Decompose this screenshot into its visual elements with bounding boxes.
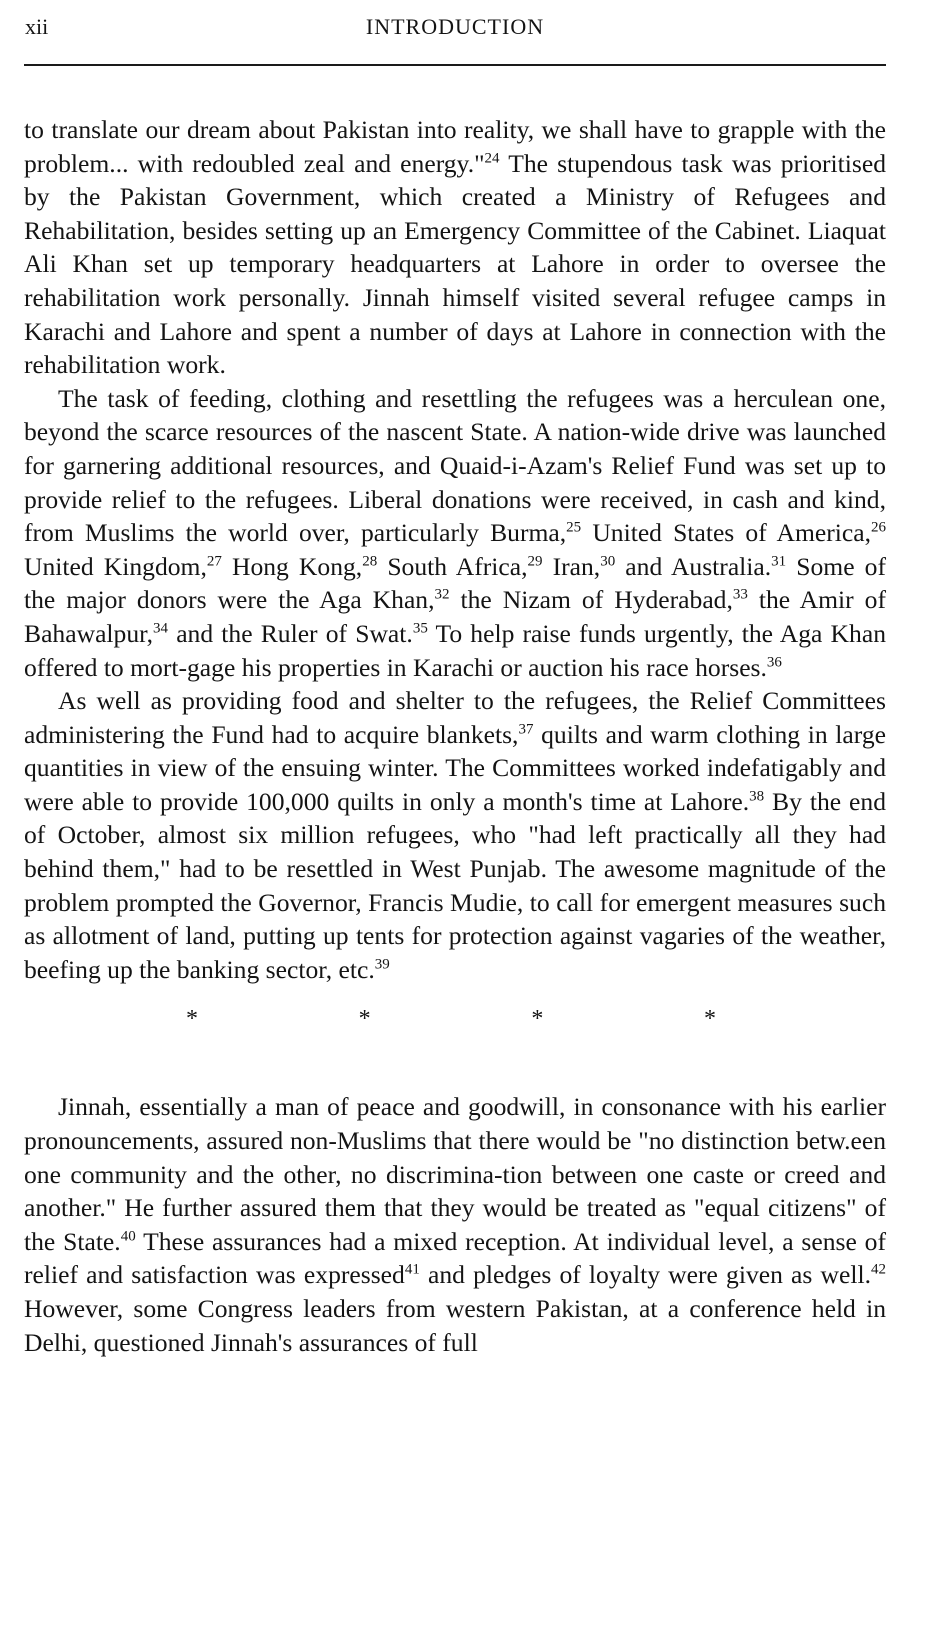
text-run: The task of feeding, clothing and resettling the refugees was a herculean one, beyond the scarce resources of the nascent State. A nation-wide drive was launched for garnering additional resources, and Quaid-i-Azam's Relief Fund was set up to provide relief to the refugees. Liberal donations were received, in cash and kind, from Muslims the world over, particularly Burma, (24, 383, 886, 548)
asterisk: * (186, 1006, 198, 1033)
text-run: Jinnah, essentially a man of peace and goodwill, in consonance with his earlier pronouncements, assured non-Muslims that there would be "no distinction betw.een one community and the other, no discrimina-tion between one caste or creed and another." He further assured them that they would be treated as "equal citizens" of the State. (24, 1092, 886, 1256)
running-head: INTRODUCTION (365, 14, 545, 39)
text-run: and pledges of loyalty were given as well. (419, 1260, 871, 1290)
text-run: To help raise funds urgently, the Aga Khan offered to mort-gage his properties in Karachi or auction his race horses. (24, 618, 886, 682)
text-run: United Kingdom, (24, 551, 207, 581)
footnote-ref: 26 (871, 519, 886, 536)
footnote-ref: 28 (362, 553, 378, 570)
text-run: However, some Congress leaders from western Pakistan, at a conference held in Delhi, questioned Jinnah's assurances of full (24, 1294, 886, 1357)
footnote-ref: 33 (732, 586, 748, 603)
text-run: South Africa, (377, 551, 528, 581)
footnote-ref: 40 (120, 1228, 136, 1245)
footnote-ref: 34 (153, 620, 169, 637)
asterisk: * (358, 1006, 371, 1033)
footnote-ref: 39 (374, 956, 390, 973)
asterisk: * (703, 1006, 716, 1033)
text-run: Hong Kong, (221, 551, 363, 581)
footnote-ref: 29 (527, 553, 543, 570)
asterisk: * (531, 1006, 544, 1033)
footnote-ref: 37 (518, 721, 534, 738)
text-run: By the end of October, almost six million refugees, who "had left practically all they had behind them," had to be resettled in West Punjab. The awesome magnitude of the problem prompted the Governor, Francis Mudie, to call for emergent measures such as allotment of land, putting up tents for protection against vagaries of the weather, beefing up the banking sector, etc. (24, 786, 886, 984)
text-run: As well as providing food and shelter to the refugees, the Relief Committees administering the Fund had to acquire blankets, (24, 686, 886, 749)
paragraph (24, 382, 886, 684)
footnote-ref: 30 (600, 553, 616, 570)
text-run: quilts and warm clothing in large quantities in view of the ensuing winter. The Committees worked indefatigably and were able to provide 100,000 quilts in only a month's time at Lahore. (24, 719, 886, 816)
text-run: The stupendous task was prioritised by the Pakistan Government, which created a Ministry of Refugees and Rehabilitation, besides setting up an Emergency Committee of the Cabinet. Liaquat Ali Khan set up temporary headquarters at Lahore in order to oversee the rehabilitation work personally. Jinnah himself visited several refugee camps in Karachi and Lahore and spent a number of days at Lahore in connection with the rehabilitation work. (24, 148, 886, 380)
text-run: Some of the major donors were the Aga Khan, (24, 551, 886, 615)
paragraph (24, 1090, 886, 1359)
paragraph (24, 684, 886, 986)
footnote-ref: 25 (566, 519, 582, 536)
text-section-before-break (24, 113, 886, 986)
footnote-ref: 38 (749, 788, 765, 805)
footnote-ref: 31 (771, 553, 787, 570)
text-run: the Nizam of Hyderabad, (449, 585, 733, 615)
footnote-ref: 36 (766, 653, 782, 670)
paragraph (24, 113, 886, 382)
text-run: Iran, (542, 551, 601, 581)
text-run: and the Ruler of Swat. (168, 618, 413, 648)
page-body (24, 113, 886, 1359)
text-run: and Australia. (615, 551, 772, 581)
page-number: xii (25, 14, 49, 39)
section-break (24, 1004, 886, 1034)
footnote-ref: 42 (871, 1261, 886, 1278)
text-section-after-break (24, 1090, 886, 1359)
footnote-ref: 41 (404, 1261, 420, 1278)
footnote-ref: 24 (484, 150, 500, 167)
text-run: the Amir of Bahawalpur, (24, 585, 886, 648)
header-rule (24, 64, 886, 66)
footnote-ref: 32 (434, 586, 450, 603)
footnote-ref: 27 (206, 553, 222, 570)
text-run: United States of America, (581, 518, 871, 548)
text-run: to translate our dream about Pakistan into reality, we shall have to grapple with the problem... with redoubled zeal and energy." (24, 115, 886, 178)
text-run: These assurances had a mixed reception. At individual level, a sense of relief and satisfaction was expressed (24, 1226, 886, 1290)
footnote-ref: 35 (412, 620, 428, 637)
